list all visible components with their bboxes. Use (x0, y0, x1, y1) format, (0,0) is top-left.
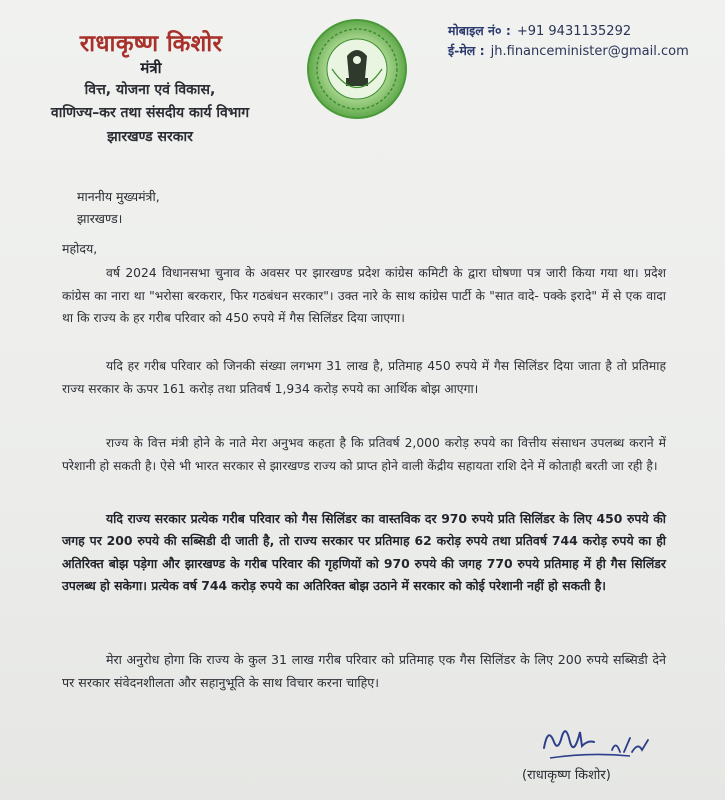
email-address: jh.financeminister@gmail.com (490, 44, 689, 59)
paragraph-cost-estimate: यदि हर गरीब परिवार को जिनकी संख्या लगभग 31 लाख है, प्रतिमाह 450 रुपये में गैस सिलिंडर दिया जाता है तो प्रतिमाह राज्य सरकार के ऊपर 161 करोड़ तथा प्रतिवर्ष 1,934 करोड़ रुपये का आर्थिक बोझ आएगा। (62, 359, 666, 396)
paragraph-manifesto: वर्ष 2024 विधानसभा चुनाव के अवसर पर झारखण्ड प्रदेश कांग्रेस कमिटी के द्वारा घोषणा पत्र जारी किया गया था। प्रदेश कांग्रेस का नारा था "भरोसा बरकरार, फिर गठबंधन सरकार"। उक्त नारे के साथ कांग्रेस पार्टी के "सात वादे- पक्के इरादे" में से एक वादा था कि राज्य के हर गरीब परिवार को 450 रुपये में गैस सिलिंडर दिया जाएगा। (62, 266, 666, 325)
department-line-2: वाणिज्य–कर तथा संसदीय कार्य विभाग (50, 105, 250, 121)
government-name: झारखण्ड सरकार (107, 129, 193, 145)
addressee-line-2: झारखण्ड। (77, 211, 123, 226)
email-label: ई-मेल : (448, 43, 485, 58)
signatory-name: (राधाकृष्ण किशोर) (522, 768, 611, 783)
mobile-contact (448, 22, 631, 39)
department-line-1: वित्त, योजना एवं विकास, (84, 82, 216, 98)
salutation: महोदय, (62, 241, 98, 256)
minister-post: मंत्री (140, 59, 162, 77)
mobile-label: मोबाइल नं० : (448, 23, 511, 38)
state-emblem-icon (306, 18, 408, 120)
paragraph-request: मेरा अनुरोध होगा कि राज्य के कुल 31 लाख गरीब परिवार को प्रतिमाह एक गैस सिलिंडर के लिए 200 रुपये सब्सिडी देने पर सरकार संवेदनशीलता और सहानुभूति के साथ विचार करना चाहिए। (62, 652, 666, 690)
minister-name: राधाकृष्ण किशोर (79, 31, 223, 57)
mobile-number: +91 9431135292 (516, 24, 632, 39)
paragraph-subsidy-proposal: यदि राज्य सरकार प्रत्येक गरीब परिवार को गैस सिलिंडर का वास्तविक दर 970 रुपये प्रति सिलिंडर के लिए 450 रुपये की जगह पर 200 रुपये की सब्सिडी दी जाती है, तो राज्य सरकार पर प्रतिमाह 62 करोड़ रुपये तथा प्रतिवर्ष 744 करोड़ रुपये का ही अतिरिक्त बोझ पड़ेगा और झारखण्ड के गरीब परिवार की गृहणियों को 970 रुपये की जगह 770 रुपये प्रतिमाह में ही गैस सिलिंडर उपलब्ध हो सकेगा। प्रत्येक वर्ष 744 करोड़ रुपये का अतिरिक्त बोझ उठाने में सरकार को कोई परेशानी नहीं हो सकती है। (62, 511, 666, 594)
email-contact (448, 42, 689, 59)
addressee-line-1: माननीय मुख्यमंत्री, (77, 189, 160, 204)
paragraph-finance-concern: राज्य के वित्त मंत्री होने के नाते मेरा अनुभव कहता है कि प्रतिवर्ष 2,000 करोड़ रुपये का वित्तीय संसाधन उपलब्ध कराने में परेशानी हो सकती है। ऐसे भी भारत सरकार से झारखण्ड राज्य को प्राप्त होने वाली केंद्रीय सहायता राशि देने में कोताही बरती जा रही है। (62, 436, 666, 473)
